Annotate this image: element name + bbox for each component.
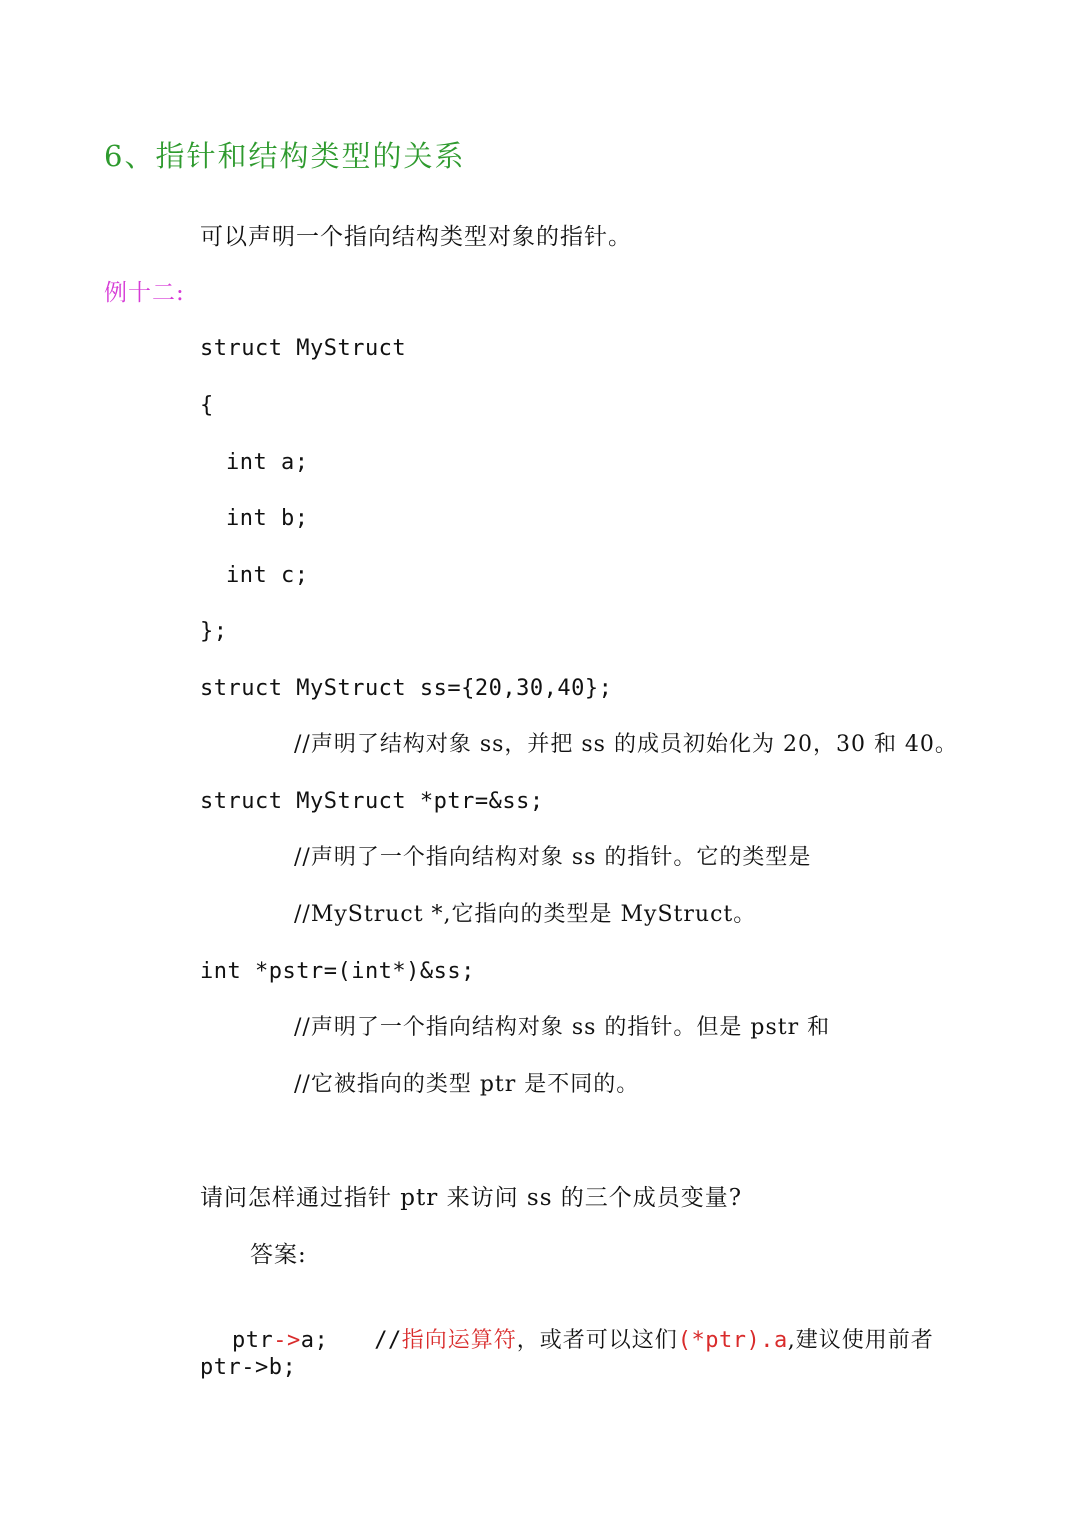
code-ptr-decl: struct MyStruct *ptr=&ss; <box>200 789 544 814</box>
answer-ptr: ptr <box>231 1328 274 1353</box>
code-ptr-comment-2: //MyStruct *,它指向的类型是 MyStruct。 <box>294 902 757 927</box>
answer-member: a; <box>300 1328 329 1353</box>
code-pstr-decl: int *pstr=(int*)&ss; <box>200 959 475 984</box>
answer-comment-middle: ，或者可以这们 <box>516 1328 678 1353</box>
code-ptr-comment-1: //声明了一个指向结构对象 ss 的指针。它的类型是 <box>294 845 812 870</box>
intro-text: 可以声明一个指向结构类型对象的指针。 <box>200 224 632 250</box>
code-member-b: int b; <box>226 506 309 531</box>
answer-comment-slashes: // <box>374 1328 402 1353</box>
example-label: 例十二: <box>104 280 185 306</box>
code-member-c: int c; <box>226 563 309 588</box>
question-text: 请问怎样通过指针 ptr 来访问 ss 的三个成员变量? <box>200 1185 743 1211</box>
code-ss-decl: struct MyStruct ss={20,30,40}; <box>200 676 613 701</box>
answer-line-2: ptr->b; <box>200 1355 297 1380</box>
answer-arrow-operator: -> <box>273 1328 301 1353</box>
answer-comment-deref: (*ptr).a <box>677 1328 788 1353</box>
code-member-a: int a; <box>226 450 309 475</box>
answer-comment-tail: ,建议使用前者 <box>787 1328 934 1353</box>
section-heading: 6、指针和结构类型的关系 <box>104 139 466 173</box>
code-pstr-comment-1: //声明了一个指向结构对象 ss 的指针。但是 pstr 和 <box>294 1015 831 1040</box>
answer-label: 答案: <box>250 1242 307 1268</box>
code-open-brace: { <box>200 393 214 418</box>
code-struct-decl: struct MyStruct <box>200 336 407 361</box>
answer-comment-arrow-operator: 指向运算符 <box>401 1328 517 1353</box>
code-pstr-comment-2: //它被指向的类型 ptr 是不同的。 <box>294 1072 640 1097</box>
code-close-brace: }; <box>200 619 228 644</box>
code-ss-comment: //声明了结构对象 ss，并把 ss 的成员初始化为 20，30 和 40。 <box>294 732 958 757</box>
answer-line-1 <box>200 1296 934 1386</box>
